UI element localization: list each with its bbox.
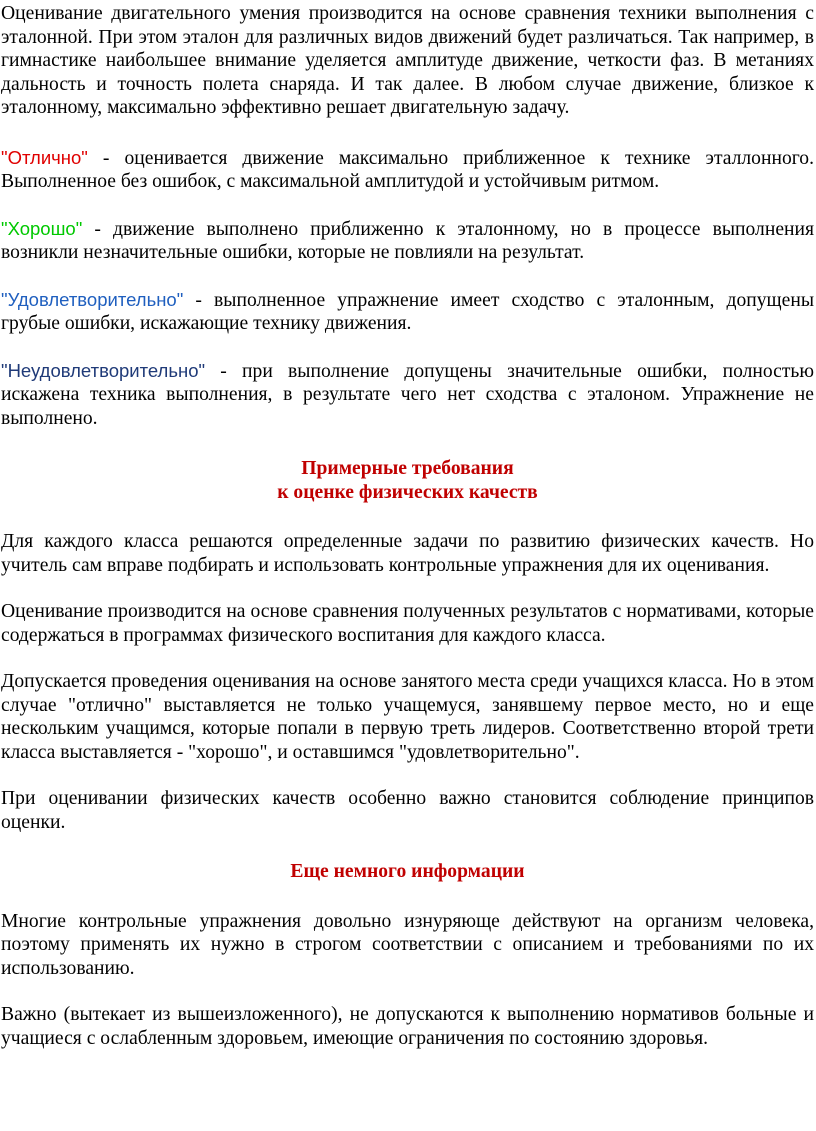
grade-satisfactory-text: - выполненное упражнение имеет сходство с эталонным, допущены грубые ошибки, искажающие технику движения. (1, 289, 814, 334)
grade-good-label: "Хорошо" (1, 217, 83, 239)
grade-satisfactory-paragraph (1, 288, 814, 336)
more-info-heading: Еще немного информации (290, 861, 525, 882)
intro-paragraph: Оценивание двигательного умения производится на основе сравнения техники выполнения с эталонной. При этом эталон для различных видов движений будет различаться. Так например, в гимнастике наибольшее внимание уделяется амплитуде движение, четкости фаз. В метаниях дальность и точность полета снаряда. И так далее. В любом случае движение, близкое к эталонному, максимально эффективно решает двигательную задачу. (1, 3, 814, 118)
grade-unsatisfactory-label: "Неудовлетворительно" (1, 359, 206, 381)
grade-satisfactory-label: "Удовлетворительно" (1, 288, 184, 310)
requirements-heading-line2: к оценке физических качеств (277, 481, 538, 503)
grade-unsatisfactory-text: - при выполнение допущены значительные ошибки, полностью искажена техника выполнения, в результате чего нет сходства с эталоном. Упражнение не выполнено. (1, 360, 814, 429)
grade-good-paragraph (1, 217, 814, 265)
health-restrictions-paragraph: Важно (вытекает из вышеизложенного), не допускаются к выполнению нормативов больные и учащиеся с ослабленным здоровьем, имеющие ограничения по состоянию здоровья. (1, 1004, 814, 1049)
grade-excellent-paragraph (1, 146, 814, 194)
tasks-paragraph: Для каждого класса решаются определенные задачи по развитию физических качеств. Но учитель сам вправе подбирать и использовать контрольные упражнения для их оценивания. (1, 531, 814, 576)
requirements-heading-line1: Примерные требования (301, 458, 514, 479)
exhausting-exercises-paragraph: Многие контрольные упражнения довольно изнуряюще действуют на организм человека, поэтому применять их нужно в строгом соответствии с описанием и требованиями по их использованию. (1, 910, 814, 979)
grade-excellent-label: "Отлично" (1, 146, 88, 168)
principles-paragraph: При оценивании физических качеств особенно важно становится соблюдение принципов оценки. (1, 788, 814, 833)
requirements-heading (1, 457, 814, 504)
grade-good-text: - движение выполнено приближенно к эталонному, но в процессе выполнения возникли незначительные ошибки, которые не повлияли на результат. (1, 218, 814, 263)
grade-unsatisfactory-paragraph (1, 359, 814, 431)
norms-paragraph: Оценивание производится на основе сравнения полученных результатов с нормативами, которые содержаться в программах физического воспитания для каждого класса. (1, 601, 814, 646)
ranking-paragraph: Допускается проведения оценивания на основе занятого места среди учащихся класса. Но в этом случае "отлично" выставляется не только учащемуся, занявшему первое место, но и еще нескольким учащимся, которые попали в первую треть лидеров. Соответственно второй трети класса выставляется - "хорошо", и оставшимся "удовлетворительно". (1, 671, 814, 763)
grade-excellent-text: - оценивается движение максимально приближенное к технике эталлонного. Выполненное без ошибок, с максимальной амплитудой и устойчивым ритмом. (1, 147, 814, 192)
